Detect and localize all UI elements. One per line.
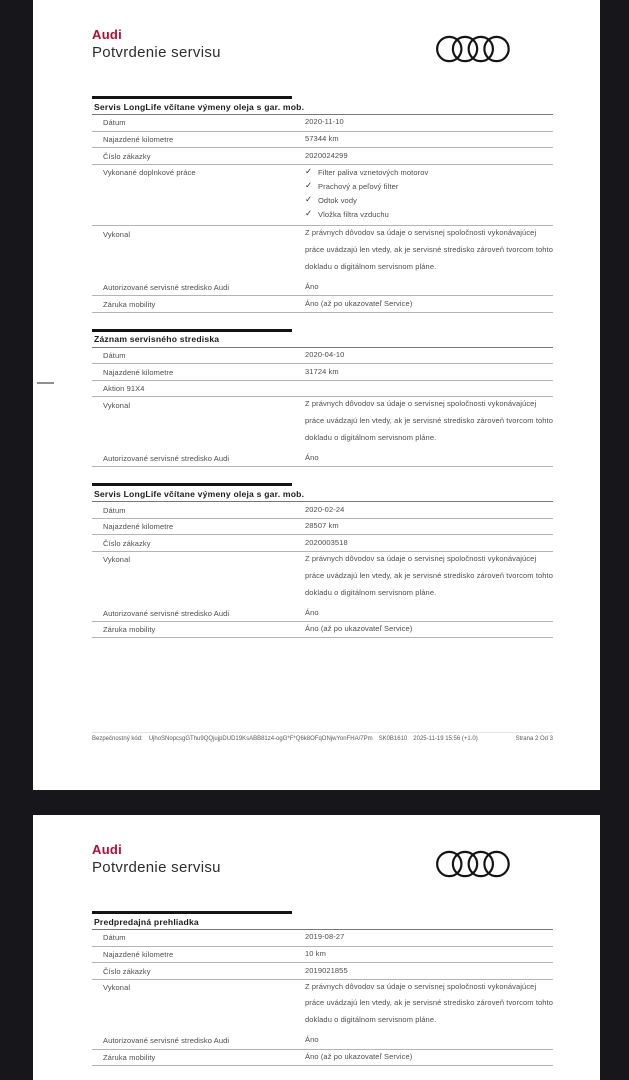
record-row	[92, 552, 553, 605]
row-value: 57344 km	[305, 133, 339, 143]
service-record-section	[92, 911, 553, 1066]
row-value: Áno (až po ukazovateľ Service)	[305, 298, 413, 308]
row-label: Autorizované servisné stredisko Audi	[103, 608, 230, 618]
document-title: Potvrdenie servisu	[92, 859, 221, 876]
row-label: Najazdené kilometre	[103, 522, 174, 532]
document-header	[92, 815, 553, 877]
security-code-label: Bezpečnostný kód:	[92, 736, 143, 742]
section-title: Predpredajná prehliadka	[92, 914, 553, 930]
record-row	[92, 226, 553, 279]
record-row	[92, 364, 553, 381]
page-indicator: Strana 2 Od 3	[515, 736, 553, 742]
checklist-item-label: Odtok vody	[318, 195, 357, 205]
service-record-section	[92, 483, 553, 638]
record-row	[92, 115, 553, 132]
row-label: Najazdené kilometre	[103, 949, 174, 959]
row-label: Najazdené kilometre	[103, 367, 174, 377]
section-title: Záznam servisného strediska	[92, 332, 553, 348]
row-label: Dátum	[103, 933, 126, 943]
service-records	[92, 96, 553, 638]
row-value	[305, 384, 553, 393]
checklist-item	[305, 194, 553, 208]
row-label: Dátum	[103, 351, 126, 361]
service-records	[92, 911, 553, 1066]
row-value	[305, 168, 553, 222]
row-value: 31724 km	[305, 366, 339, 376]
checkmark-icon: ✓	[305, 194, 313, 205]
record-row	[92, 280, 553, 297]
row-value: 2019021855	[305, 965, 348, 975]
row-label: Číslo zákazky	[103, 538, 151, 548]
row-value: Áno	[305, 281, 319, 291]
record-row	[92, 980, 553, 1033]
record-row	[92, 519, 553, 536]
page-footer	[92, 732, 553, 742]
row-label: Číslo zákazky	[103, 151, 151, 161]
checklist-item-label: Prachový a peľový filter	[318, 181, 399, 191]
row-label: Záruka mobility	[103, 299, 156, 309]
document-title: Potvrdenie servisu	[92, 44, 221, 61]
row-value: 2020-04-10	[305, 350, 345, 360]
row-value: 28507 km	[305, 521, 339, 531]
checklist-item	[305, 180, 553, 194]
record-row	[92, 132, 553, 149]
record-row	[92, 451, 553, 468]
record-row	[92, 348, 553, 365]
row-value: Z právnych dôvodov sa údaje o servisnej spoločnosti vykonávajúcej práce uvádzajú len vtedy, ak je servisné stredisko zároveň tvorcom tohto dokladu o digitálnom servisnom pláne.	[305, 553, 554, 597]
record-row	[92, 381, 553, 398]
checklist-item	[305, 208, 553, 222]
record-row	[92, 963, 553, 980]
fold-mark	[37, 382, 54, 384]
row-value: 2020024299	[305, 150, 348, 160]
record-row	[92, 165, 553, 227]
row-label: Vykonal	[103, 983, 131, 993]
row-label: Autorizované servisné stredisko Audi	[103, 1036, 230, 1046]
row-label: Číslo zákazky	[103, 966, 151, 976]
row-label: Autorizované servisné stredisko Audi	[103, 454, 230, 464]
record-row	[92, 535, 553, 552]
brand-name: Audi	[92, 27, 123, 42]
row-label: Záruka mobility	[103, 625, 156, 635]
row-label: Autorizované servisné stredisko Audi	[103, 282, 230, 292]
row-value: 2019-08-27	[305, 932, 345, 942]
row-label: Vykonané doplnkové práce	[103, 168, 196, 178]
row-value: Áno (až po ukazovateľ Service)	[305, 624, 413, 634]
row-label: Vykonal	[103, 229, 131, 239]
record-row	[92, 502, 553, 519]
document-page-3	[33, 815, 600, 1080]
service-record-section	[92, 96, 553, 313]
row-value: Z právnych dôvodov sa údaje o servisnej spoločnosti vykonávajúcej práce uvádzajú len vtedy, ak je servisné stredisko zároveň tvorcom tohto dokladu o digitálnom servisnom pláne.	[305, 981, 554, 1025]
record-row	[92, 1050, 553, 1067]
security-code-value: UjhoSNopcsgGThu9QQjujpDUD19KsABB81z4-ogG*F*Q6k8OFqONjwYonFHA/7Pm	[148, 736, 373, 742]
record-row	[92, 397, 553, 450]
row-label: Dátum	[103, 505, 126, 515]
row-value: 2020003518	[305, 537, 348, 547]
row-label: Aktion 91X4	[103, 384, 145, 394]
row-value: Z právnych dôvodov sa údaje o servisnej spoločnosti vykonávajúcej práce uvádzajú len vtedy, ak je servisné stredisko zároveň tvorcom tohto dokladu o digitálnom servisnom pláne.	[305, 399, 554, 442]
row-label: Dátum	[103, 118, 126, 128]
checkmark-icon: ✓	[305, 166, 313, 177]
document-header	[92, 0, 553, 62]
record-row	[92, 148, 553, 165]
section-title: Servis LongLife včítane výmeny oleja s gar. mob.	[92, 486, 553, 502]
row-value: Z právnych dôvodov sa údaje o servisnej spoločnosti vykonávajúcej práce uvádzajú len vtedy, ak je servisné stredisko zároveň tvorcom tohto dokladu o digitálnom servisnom pláne.	[305, 228, 554, 271]
checkmark-icon: ✓	[305, 208, 313, 219]
checklist-item	[305, 168, 553, 180]
row-value: 2020-11-10	[305, 117, 344, 127]
checklist-item-label: Filter paliva vznetových motorov	[318, 167, 429, 177]
timestamp: 2025-11-19 15:56 (+1.0)	[413, 736, 478, 742]
record-row	[92, 296, 553, 313]
row-label: Vykonal	[103, 400, 131, 410]
checklist-item-label: Vložka filtra vzduchu	[318, 209, 389, 219]
row-value: Áno (až po ukazovateľ Service)	[305, 1051, 413, 1061]
row-value: 10 km	[305, 948, 326, 958]
record-row	[92, 930, 553, 947]
service-record-section	[92, 329, 553, 468]
document-id: SK0B1610	[378, 736, 408, 742]
section-title: Servis LongLife včítane výmeny oleja s gar. mob.	[92, 99, 553, 115]
record-row	[92, 622, 553, 639]
row-value: 2020-02-24	[305, 504, 345, 514]
record-row	[92, 947, 553, 964]
record-row	[92, 1033, 553, 1050]
row-value: Áno	[305, 1035, 319, 1045]
brand-name: Audi	[92, 842, 123, 857]
row-label: Vykonal	[103, 555, 131, 565]
security-code	[92, 736, 484, 742]
document-page-2	[33, 0, 600, 790]
row-label: Záruka mobility	[103, 1052, 156, 1062]
row-label: Najazdené kilometre	[103, 134, 174, 144]
checkmark-icon: ✓	[305, 180, 313, 191]
row-value: Áno	[305, 453, 319, 463]
record-row	[92, 605, 553, 622]
row-value: Áno	[305, 607, 319, 617]
